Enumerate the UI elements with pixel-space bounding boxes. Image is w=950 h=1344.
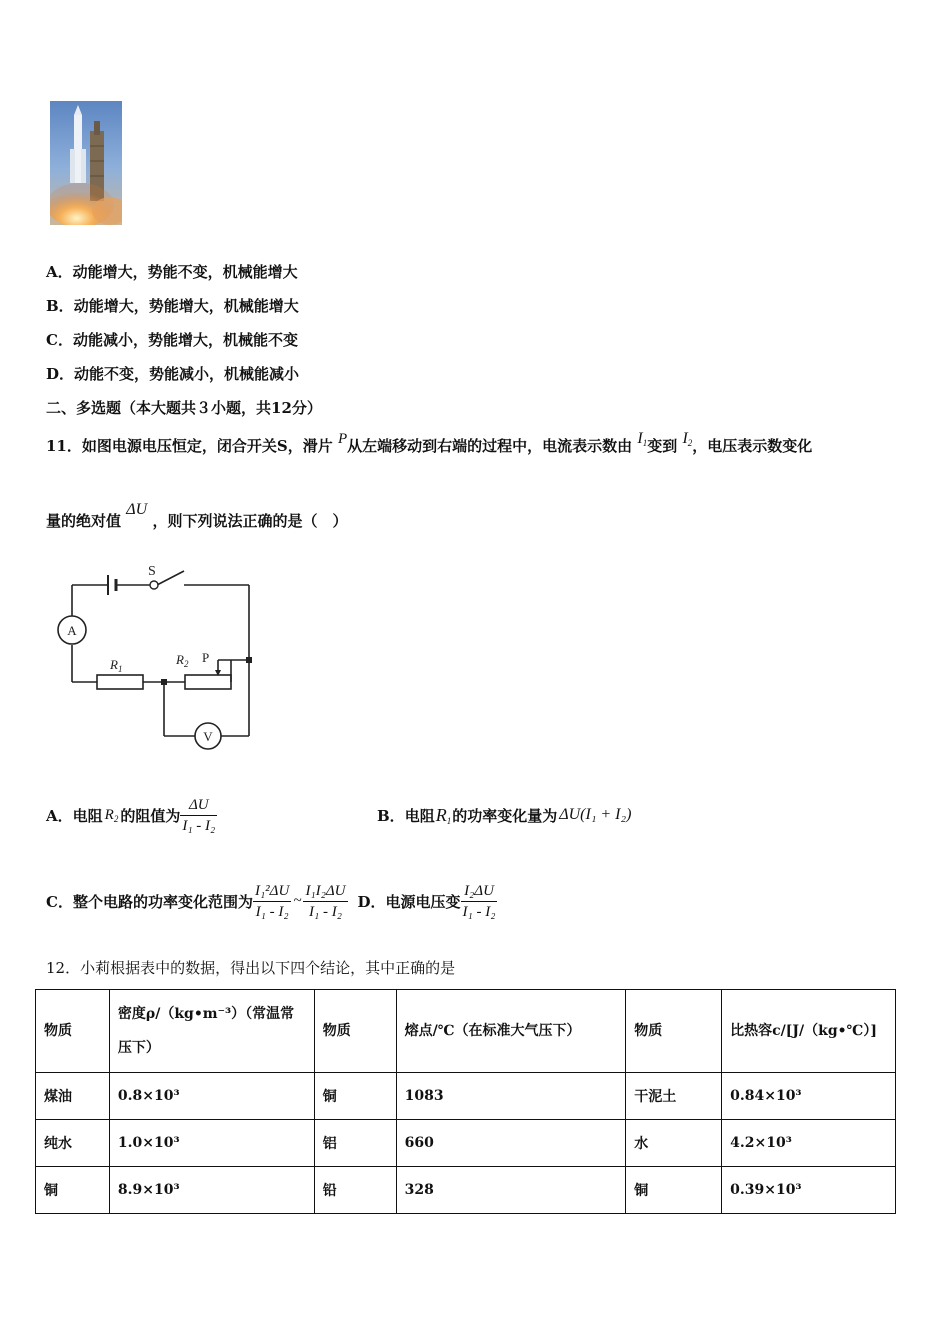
section-title: 二、多选题（本大题共３小题，共12分）	[46, 399, 322, 417]
table-cell: 4.2×10³	[722, 1120, 896, 1167]
q10-option-d: D．动能不变，势能减小，机械能减小	[46, 365, 300, 383]
fraction-power-max: $\frac{\text{I₁I₂ΔU}}{\text{I₁ - I₂}}$	[305, 882, 346, 920]
table-row	[36, 1167, 896, 1214]
table-cell: 1.0×10³	[109, 1120, 314, 1167]
slider-symbol: P	[337, 431, 348, 447]
table-cell: 0.39×10³	[722, 1167, 896, 1214]
table-cell: 干泥土	[626, 1073, 722, 1120]
table-cell: 铜	[314, 1073, 396, 1120]
delta-u-symbol: ΔU	[126, 501, 148, 518]
fraction-resistance: $\frac{\Delta U}{\text{I₁ - I₂}}$	[182, 796, 216, 834]
current-i1: $I_1$	[637, 430, 648, 448]
table-row	[36, 1073, 896, 1120]
table-cell: 煤油	[36, 1073, 110, 1120]
q11-option-d: D．电源电压变	[357, 892, 461, 911]
table-cell: 铜	[626, 1167, 722, 1214]
table-cell: 8.9×10³	[109, 1167, 314, 1214]
q11-option-b: B． 电阻 $R_1$ 的功率变化量为 ΔU(I₁ + I₂)	[377, 804, 632, 826]
table-cell: 纯水	[36, 1120, 110, 1167]
fraction-voltage: $\frac{\text{I₂ΔU}}{\text{I₁ - I₂}}$	[462, 882, 496, 920]
slider-label: P	[202, 650, 210, 665]
table-header-row	[36, 990, 896, 1073]
fraction-power-min: $\frac{\text{I₁²ΔU}}{\text{I₁ - I₂}}$	[254, 882, 290, 920]
r2-label: $R_2$	[176, 652, 189, 669]
q11-option-a: A． 电阻 $R_2$ 的阻值为 $\frac{\Delta U}{\text{I₁ - I₂}}$	[46, 796, 216, 834]
circuit-diagram	[50, 558, 265, 750]
r1-label: $R_1$	[110, 657, 123, 674]
q10-option-c: C．动能减小，势能增大，机械能不变	[46, 331, 298, 349]
q11-number: 11．	[46, 437, 82, 455]
power-change-expression: ΔU(I₁ + I₂)	[559, 806, 632, 823]
table-cell: 铅	[314, 1167, 396, 1214]
q12-stem: 12．小莉根据表中的数据，得出以下四个结论，其中正确的是	[46, 959, 456, 977]
table-cell: 0.8×10³	[109, 1073, 314, 1120]
q11-option-c: C． 整个电路的功率变化范围为 $\frac{\text{I₁²ΔU}}{\text{I₁ - I₂}}$ ~ $\frac{\text{I₁I₂ΔU}}{\text{I₁ - I₂}}$ D．电源电压变 $\frac{\text{I₂ΔU}}{\text{I₁ - I₂}}$	[46, 882, 496, 920]
table-header: 物质	[36, 990, 110, 1073]
q10-option-b: B．动能增大，势能增大，机械能增大	[46, 297, 299, 315]
ammeter-label: A	[67, 623, 77, 638]
table-header: 物质	[314, 990, 396, 1073]
q11-stem-line2: 量的绝对值 ΔU ，则下列说法正确的是（ ）	[46, 501, 348, 530]
table-cell: 1083	[396, 1073, 626, 1120]
voltmeter-label: V	[203, 729, 213, 744]
table-cell: 328	[396, 1167, 626, 1214]
data-table	[35, 989, 896, 1214]
table-row	[36, 1120, 896, 1167]
switch-label: S	[148, 564, 156, 579]
rocket-launch-image	[50, 101, 122, 225]
table-header: 熔点/℃（在标准大气压下）	[396, 990, 626, 1073]
q10-option-a: A．动能增大，势能不变，机械能增大	[46, 263, 298, 281]
table-header: 比热容c/[J/（kg•℃）]	[722, 990, 896, 1073]
table-cell: 铜	[36, 1167, 110, 1214]
table-header: 物质	[626, 990, 722, 1073]
table-cell: 660	[396, 1120, 626, 1167]
current-i2: $I_2$	[682, 430, 693, 448]
table-cell: 0.84×10³	[722, 1073, 896, 1120]
q11-stem-line1: 11．如图电源电压恒定，闭合开关S，滑片 P从左端移动到右端的过程中，电流表示数由 $I_1$变到 $I_2$，电压表示数变化	[46, 430, 813, 455]
table-cell: 水	[626, 1120, 722, 1167]
table-cell: 铝	[314, 1120, 396, 1167]
table-header: 密度ρ/（kg•m⁻³）（常温常压下）	[109, 990, 314, 1073]
